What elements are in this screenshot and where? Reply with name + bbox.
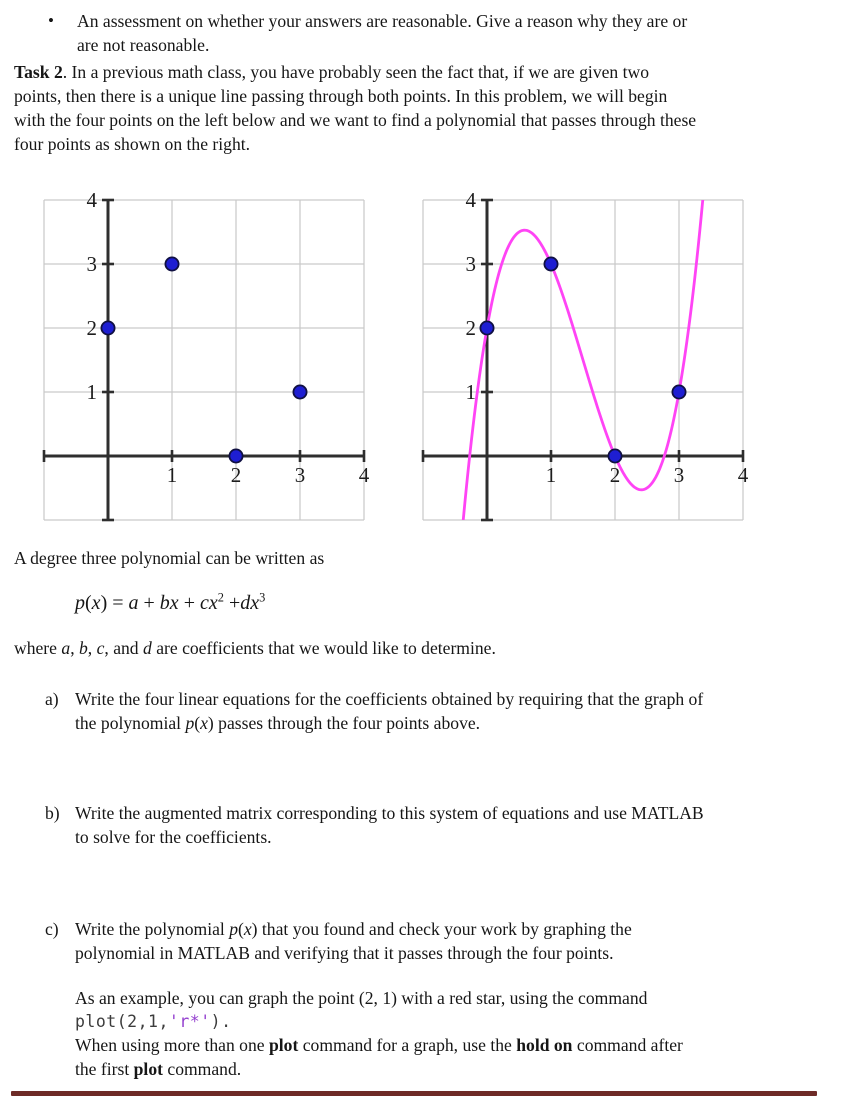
left-scatter-plot bbox=[40, 186, 370, 532]
intro-bullet-text: An assessment on whether your answers are reasonable. Give a reason why they are or are not reasonable. bbox=[77, 11, 688, 55]
coefficients-note: where a, b, c, and d are coefficients that we would like to determine. bbox=[14, 638, 496, 658]
question-b-label: b) bbox=[45, 803, 60, 823]
svg-text:2: 2 bbox=[609, 463, 621, 487]
hold-on-note: When using more than one plot command for a graph, use the hold on command after the first plot command. bbox=[75, 1035, 683, 1079]
question-a-label: a) bbox=[45, 689, 59, 709]
task2-paragraph: Task 2. In a previous math class, you have probably seen the fact that, if we are given two points, then there is a unique line passing through both points. In this problem, we will begin with the four points on the left below and we want to find a polynomial that passes through these four points as shown on the right. bbox=[14, 62, 697, 154]
svg-text:1: 1 bbox=[166, 463, 178, 487]
bullet-marker: • bbox=[48, 11, 54, 30]
svg-text:3: 3 bbox=[673, 463, 685, 487]
example-block bbox=[75, 986, 807, 1081]
svg-text:4: 4 bbox=[465, 188, 476, 212]
polynomial-formula: p(x) = a + bx + $cx^2 +dx^3$ bbox=[75, 590, 266, 614]
svg-text:4: 4 bbox=[358, 463, 370, 487]
svg-text:1: 1 bbox=[465, 380, 476, 404]
question-b-text: Write the augmented matrix corresponding to this system of equations and use MATLAB to solve for the coefficients. bbox=[75, 803, 704, 847]
svg-text:4: 4 bbox=[86, 188, 97, 212]
svg-text:2: 2 bbox=[230, 463, 242, 487]
svg-text:3: 3 bbox=[294, 463, 306, 487]
svg-text:2: 2 bbox=[465, 316, 476, 340]
intro-bullet bbox=[48, 9, 864, 57]
svg-text:3: 3 bbox=[465, 252, 476, 276]
plots-row bbox=[0, 186, 864, 532]
svg-text:1: 1 bbox=[545, 463, 557, 487]
svg-text:1: 1 bbox=[86, 380, 97, 404]
example-note: As an example, you can graph the point (2, 1) with a red star, using the command bbox=[75, 988, 648, 1008]
question-a bbox=[45, 687, 807, 735]
bottom-divider bbox=[11, 1091, 817, 1096]
svg-text:4: 4 bbox=[737, 463, 749, 487]
question-c-label: c) bbox=[45, 919, 59, 939]
question-b bbox=[45, 801, 807, 849]
matlab-plot-command: plot(2,1,'r*'). bbox=[75, 1012, 232, 1031]
question-a-text: Write the four linear equations for the coefficients obtained by requiring that the graph of the polynomial p(x) passes through the four points above. bbox=[75, 689, 704, 733]
right-curve-plot bbox=[419, 186, 749, 532]
question-c-text: Write the polynomial p(x) that you found and check your work by graphing the polynomial in MATLAB and verifying that it passes through the four points. bbox=[75, 919, 632, 963]
question-c bbox=[45, 917, 807, 965]
degree-intro: A degree three polynomial can be written as bbox=[14, 548, 325, 568]
svg-text:3: 3 bbox=[86, 252, 97, 276]
svg-text:2: 2 bbox=[86, 316, 97, 340]
